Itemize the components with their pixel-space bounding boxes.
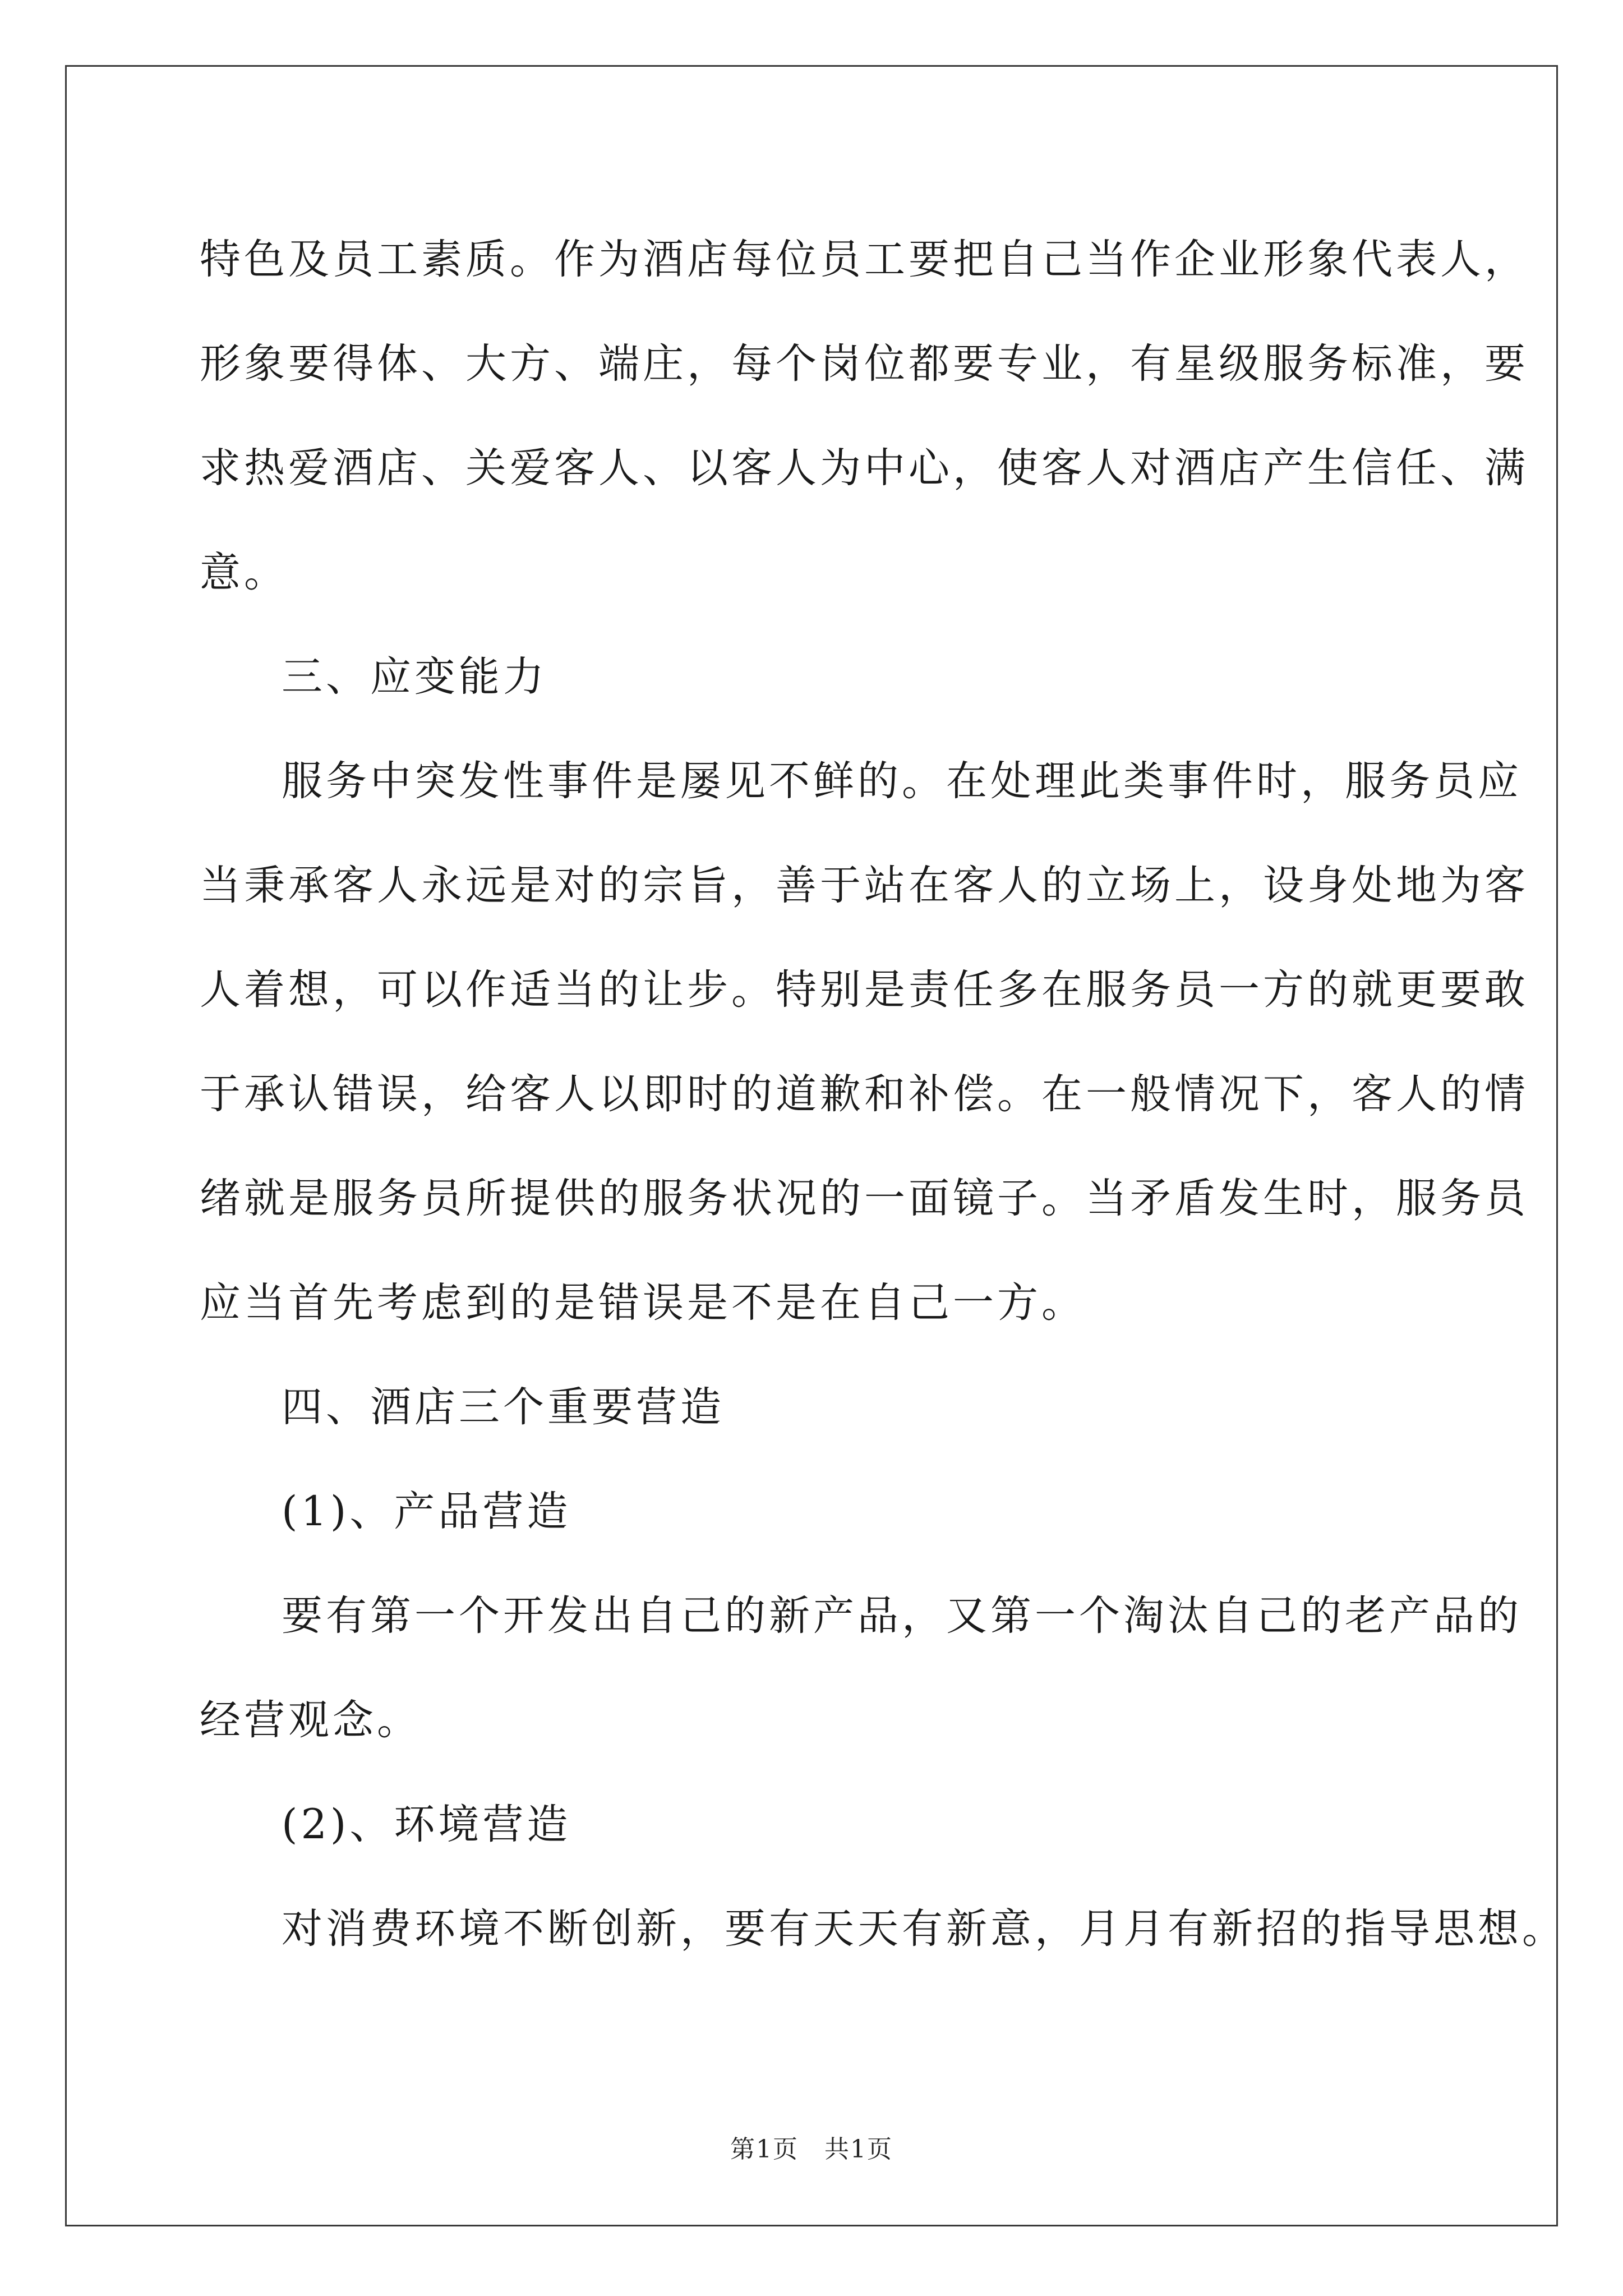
page-footer: 第1页 共1页 bbox=[730, 2135, 893, 2164]
text-line: 绪就是服务员所提供的服务状况的一面镜子。当矛盾发生时，服务员 bbox=[200, 1175, 1529, 1222]
text-line: 求热爱酒店、关爱客人、以客人为中心，使客人对酒店产生信任、满 bbox=[200, 444, 1529, 492]
text-line: 服务中突发性事件是屡见不鲜的。在处理此类事件时，服务员应 bbox=[282, 757, 1522, 805]
text-line: 意。 bbox=[200, 549, 288, 596]
subsection-heading: (1)、产品营造 bbox=[282, 1488, 571, 1535]
text-line: 应当首先考虑到的是错误是不是在自己一方。 bbox=[200, 1279, 1086, 1327]
text-line: 特色及员工素质。作为酒店每位员工要把自己当作企业形象代表人， bbox=[200, 236, 1529, 283]
text-line: 人着想，可以作适当的让步。特别是责任多在服务员一方的就更要敢 bbox=[200, 966, 1529, 1014]
text-line: 对消费环境不断创新，要有天天有新意，月月有新招的指导思想。 bbox=[282, 1905, 1566, 1953]
document-body bbox=[200, 208, 1566, 1981]
section-heading: 三、应变能力 bbox=[282, 653, 547, 701]
text-line: 经营观念。 bbox=[200, 1696, 421, 1744]
text-line: 形象要得体、大方、端庄，每个岗位都要专业，有星级服务标准，要 bbox=[200, 340, 1529, 388]
text-line: 当秉承客人永远是对的宗旨，善于站在客人的立场上，设身处地为客 bbox=[200, 862, 1529, 909]
subsection-heading: (2)、环境营造 bbox=[282, 1801, 571, 1848]
text-line: 于承认错误，给客人以即时的道歉和补偿。在一般情况下，客人的情 bbox=[200, 1070, 1529, 1118]
text-line: 要有第一个开发出自己的新产品，又第一个淘汰自己的老产品的 bbox=[282, 1592, 1522, 1640]
section-heading: 四、酒店三个重要营造 bbox=[282, 1383, 725, 1431]
